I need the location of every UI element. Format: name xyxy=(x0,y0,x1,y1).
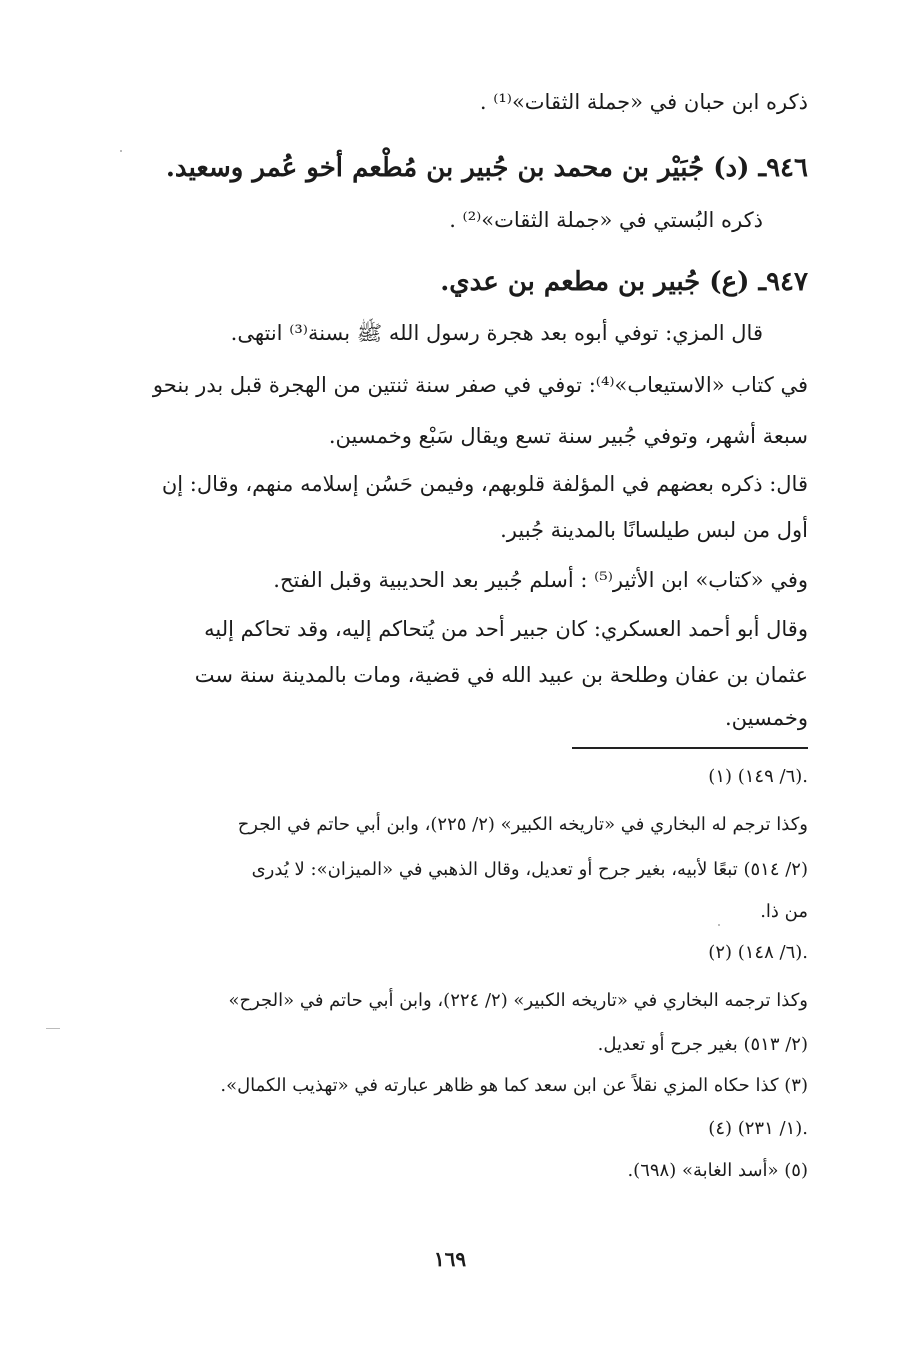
scan-speck xyxy=(718,924,720,926)
entry-heading-947: ٩٤٧ـ (ع) جُبير بن مطعم بن عدي. xyxy=(440,267,808,297)
text-line: عثمان بن عفان وطلحة بن عبيد الله في قضية، ومات بالمدينة سنة ست xyxy=(194,663,808,687)
entry-heading-946: ٩٤٦ـ (د) جُبَيْر بن محمد بن جُبير بن مُطْعم أخو عُمر وسعيد. xyxy=(165,153,808,183)
footnote-line: وكذا ترجم له البخاري في «تاريخه الكبير» (٢/ ٢٢٥)، وابن أبي حاتم في الجرح xyxy=(237,814,808,835)
footnote-line: (٤) (١/ ٢٣١). xyxy=(708,1118,808,1139)
scan-speck xyxy=(120,150,122,152)
text-line: قال المزي: توفي أبوه بعد هجرة رسول الله ﷺ بسنة⁽³⁾ انتهى. xyxy=(230,321,763,345)
text-line: قال: ذكره بعضهم في المؤلفة قلوبهم، وفيمن حَسُن إسلامه منهم، وقال: إن xyxy=(161,472,808,496)
footnote-line: (٣) كذا حكاه المزي نقلاً عن ابن سعد كما هو ظاهر عبارته في «تهذيب الكمال». xyxy=(220,1075,808,1096)
text-line: سبعة أشهر، وتوفي جُبير سنة تسع ويقال سَبْع وخمسين. xyxy=(328,424,808,448)
footnote-line: (٢) (٦/ ١٤٨). xyxy=(708,942,808,963)
scan-speck xyxy=(46,1028,60,1029)
footnote-line: وكذا ترجمه البخاري في «تاريخه الكبير» (٢/ ٢٢٤)، وابن أبي حاتم في «الجرح» xyxy=(228,990,808,1011)
text-line: في كتاب «الاستيعاب»⁽⁴⁾: توفي في صفر سنة ثنتين من الهجرة قبل بدر بنحو xyxy=(152,373,808,397)
text-line: ذكره ابن حبان في «جملة الثقات»⁽¹⁾ . xyxy=(479,90,808,114)
page-number: ١٦٩ xyxy=(433,1247,467,1271)
text-line: وفي «كتاب» ابن الأثير⁽⁵⁾ : أسلم جُبير بعد الحديبية وقبل الفتح. xyxy=(273,568,808,592)
footnote-line: (١) (٦/ ١٤٩). xyxy=(708,766,808,787)
text-line: ذكره البُستي في «جملة الثقات»⁽²⁾ . xyxy=(449,208,763,232)
text-line: وقال أبو أحمد العسكري: كان جبير أحد من يُتحاكم إليه، وقد تحاكم إليه xyxy=(204,617,808,641)
footnote-line: من ذا. xyxy=(760,901,808,922)
footnote-separator xyxy=(572,747,808,749)
footnote-line: (٥) «أسد الغابة» (٦٩٨). xyxy=(627,1160,808,1181)
text-line: وخمسين. xyxy=(725,706,808,730)
text-line: أول من لبس طيلسانًا بالمدينة جُبير. xyxy=(500,518,808,542)
footnote-line: (٢/ ٥١٣) بغير جرح أو تعديل. xyxy=(597,1034,808,1055)
footnote-line: (٢/ ٥١٤) تبعًا لأبيه، بغير جرح أو تعديل، وقال الذهبي في «الميزان»: لا يُدرى xyxy=(251,859,808,880)
